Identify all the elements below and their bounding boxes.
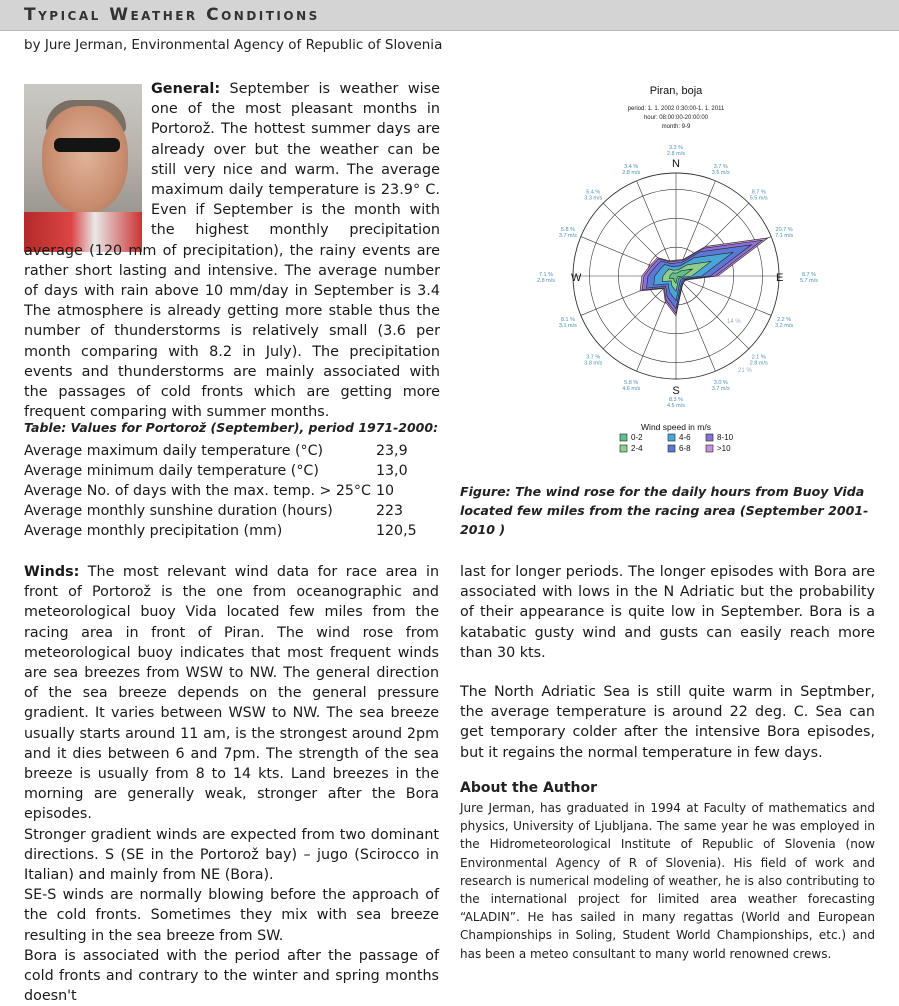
general-section <box>24 79 440 422</box>
cardinal-w: W <box>571 272 582 284</box>
legend-label: 2-4 <box>631 444 643 453</box>
legend-swatch <box>668 434 675 441</box>
rose-legend <box>620 433 734 453</box>
rose-direction-speed: 4.6 m/s <box>622 386 641 393</box>
rose-direction-pct: 3.7 % <box>586 354 601 361</box>
rose-direction-speed: 3.6 m/s <box>711 169 730 176</box>
byline: by Jure Jerman, Environmental Agency of Republic of Slovenia <box>24 37 443 53</box>
legend-swatch <box>620 445 627 452</box>
rose-direction-pct: 5.8 % <box>624 380 639 387</box>
legend-swatch <box>706 445 713 452</box>
winds-lead: Winds: <box>24 564 80 580</box>
winds-paragraph: Bora is associated with the period after the passage of cold fronts and contrary to the winter and spring months doesn't <box>24 947 439 1005</box>
rose-direction-speed: 7.1 m/s <box>775 233 794 240</box>
rose-direction-speed: 3.8 m/s <box>584 360 603 367</box>
rose-direction-speed: 5.7 m/s <box>799 278 819 284</box>
rose-direction-speed: 3.7 m/s <box>558 233 577 240</box>
rose-direction-pct: 3.3 % <box>668 145 684 151</box>
rose-spoke <box>676 276 749 349</box>
figure-lead: Figure: <box>460 484 511 499</box>
rose-ring-label: 21 % <box>738 368 752 374</box>
winds-section <box>24 562 439 1006</box>
table-row <box>24 501 424 521</box>
rose-direction-speed: 2.8 m/s <box>666 151 686 157</box>
table-row <box>24 521 424 541</box>
rose-direction-speed: 5.5 m/s <box>749 195 768 202</box>
cardinal-n: N <box>672 158 680 170</box>
figure-caption <box>460 482 876 539</box>
bora-paragraph: last for longer periods. The longer episodes with Bora are associated with lows in the N Adriatic but the probability of their appearance is quite low in September. Bora is a katabatic gusty wind and gusts can easily reach more than 30 kts. <box>460 564 875 661</box>
rose-spoke <box>676 276 715 371</box>
sea-paragraph: The North Adriatic Sea is still quite warm in Septmber, the average temperature is around 22 deg. C. Sea can get temporary colder after the intensive Bora episodes, but it regains the normal temperature in few days. <box>460 684 875 761</box>
rose-direction-pct: 3.4 % <box>624 163 639 170</box>
rose-spoke <box>676 276 771 315</box>
rose-direction-speed: 3.7 m/s <box>711 386 730 393</box>
rose-direction-pct: 7.1 % <box>538 272 554 278</box>
table-row <box>24 481 424 501</box>
wind-rose-figure <box>536 78 819 470</box>
row-label: Average monthly precipitation (mm) <box>24 523 283 539</box>
legend-label: 0-2 <box>631 433 643 442</box>
legend-label: 8-10 <box>717 433 734 442</box>
rose-direction-pct: 5.8 % <box>560 227 575 234</box>
row-label: Average No. of days with the max. temp. > 25°C <box>24 483 371 499</box>
row-label: Average minimum daily temperature (°C) <box>24 463 319 479</box>
figure-text: The wind rose for the daily hours from Buoy Vida located few miles from the racing area (September 2001-2010 ) <box>460 484 869 537</box>
cardinal-s: S <box>672 385 680 397</box>
rose-direction-speed: 3.3 m/s <box>584 195 603 202</box>
table-caption: Table: Values for Portorož (September), period 1971-2000: <box>24 420 439 435</box>
legend-label: >10 <box>717 444 731 453</box>
table-row <box>24 461 424 481</box>
row-value: 13,0 <box>376 463 408 479</box>
legend-swatch <box>706 434 713 441</box>
title-bar <box>0 0 899 31</box>
rose-direction-pct: 3.0 % <box>713 380 728 387</box>
row-value: 120,5 <box>376 523 417 539</box>
rose-period: period: 1. 1. 2002 0:30:00-1. 1. 2011 <box>627 106 725 112</box>
rose-direction-speed: 2.8 m/s <box>749 360 768 367</box>
legend-label: 6-8 <box>679 444 691 453</box>
row-value: 10 <box>376 483 395 499</box>
rose-direction-pct: 8.1 % <box>560 316 575 323</box>
row-value: 223 <box>376 503 404 519</box>
legend-title: Wind speed in m/s <box>641 422 711 432</box>
general-lead: General: <box>151 81 221 97</box>
row-label: Average monthly sunshine duration (hours) <box>24 503 333 519</box>
winds-continued <box>460 562 875 663</box>
page-title: Typical Weather Conditions <box>24 5 320 25</box>
author-bio: Jure Jerman, has graduated in 1994 at Faculty of mathematics and physics, University of Ljubljana. The same year he was employed in the Hidrometeorological Institute of Republic of Slovenia (now Environmental Agency of R of Slovenia). His field of work and research is numerical modeling of weather, he is also contributing to the international project for limited area weather forecasting “ALADIN”. He has sailed in many regattas (World and European Championships in Soling, Student World Championships, etc.) and has been a meteo consultant to many world renowned crews. <box>460 801 875 961</box>
winds-paragraph: SE-S winds are normally blowing before the approach of the cold fronts. Sometimes they mix with sea breeze resulting in the sea breeze from SW. <box>24 887 439 944</box>
rose-direction-pct: 2.2 % <box>777 316 792 323</box>
author-heading: About the Author <box>460 780 598 796</box>
winds-paragraph: Stronger gradient winds are expected from two dominant directions. S (SE in the Portorož bay) – jugo (Scirocco in Italian) and mainly from NE (Bora). <box>24 826 439 884</box>
rose-hour: hour: 08:00:00-20:00:00 <box>643 115 709 121</box>
rose-direction-pct: 2.1 % <box>751 354 766 361</box>
rose-direction-pct: 20.7 % <box>775 227 793 234</box>
legend-label: 4-6 <box>679 433 691 442</box>
rose-direction-pct: 8.7 % <box>801 272 817 278</box>
rose-title: Piran, boja <box>649 85 703 97</box>
cardinal-e: E <box>776 272 784 284</box>
rose-direction-speed: 4.5 m/s <box>666 403 686 409</box>
rose-direction-pct: 8.7 % <box>751 189 766 196</box>
general-text: September is weather wise one of the most pleasant months in Portorož. The hottest summer days are already over but the weather can be still very nice and warm. The average maximum daily temperature is 23.9° C. Even if September is the month with the highest monthly precipitation average (120 mm of precipitation), the rainy events are rather short lasting and intensive. The average number of days with rain above 10 mm/day in September is 3.4 The atmosphere is already getting more stable thus the number of thunderstorms is relatively small (3.6 per month comparing with 8.2 in July). The precipitation events and thunderstorms are mainly associated with the passages of cold fronts which are getting more frequent comparing with summer months. <box>24 81 440 421</box>
row-value: 23,9 <box>376 443 408 459</box>
legend-swatch <box>668 445 675 452</box>
rose-ring-label: 14 % <box>727 319 741 325</box>
rose-direction-speed: 2.8 m/s <box>622 169 641 176</box>
rose-direction-speed: 3.1 m/s <box>558 322 577 329</box>
sea-section <box>460 682 875 763</box>
climate-table <box>24 441 424 541</box>
rose-direction-pct: 5.4 % <box>586 189 601 196</box>
rose-direction-pct: 8.3 % <box>668 397 684 403</box>
table-row <box>24 441 424 461</box>
rose-direction-pct: 3.7 % <box>713 163 728 170</box>
row-label: Average maximum daily temperature (°C) <box>24 443 324 459</box>
winds-paragraph: The most relevant wind data for race area in front of Portorož is the one from oceanographic and meteorological buoy Vida located few miles from the racing area in front of Piran. The wind rose from meteorological buoy indicates that most frequent winds are sea breezes from WSW to NW. The general direction of the sea breeze depends on the general pressure gradient. It varies between WSW to NW. The sea breeze usually starts around 11 am, is the strongest around 2pm and it dies between 6 and 7pm. The strength of the sea breeze is usually from 8 to 14 kts. Land breezes in the morning are generally weak, stronger after the Bora episodes. <box>24 564 439 823</box>
rose-month: month: 9-9 <box>661 124 691 130</box>
rose-direction-speed: 2.8 m/s <box>536 278 556 284</box>
legend-swatch <box>620 434 627 441</box>
rose-direction-speed: 3.2 m/s <box>775 322 794 329</box>
